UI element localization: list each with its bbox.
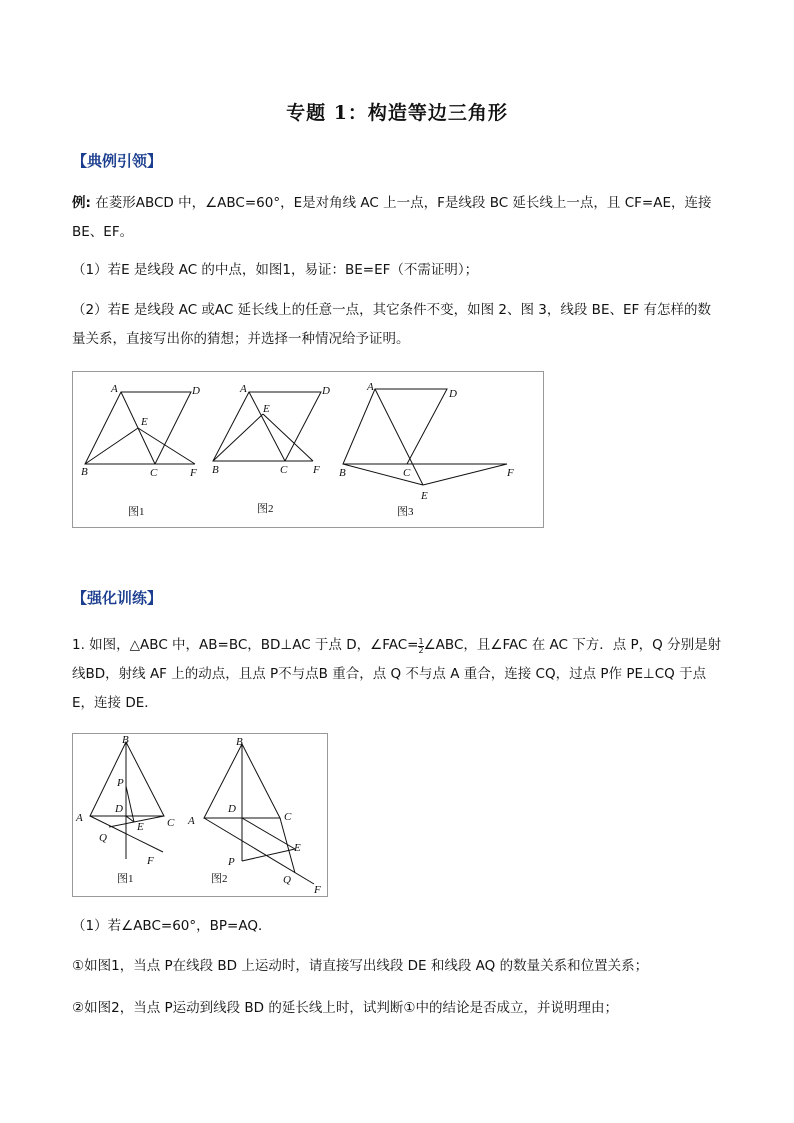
t1-label-a: A: [76, 812, 83, 824]
fig3-rhombus: [343, 389, 447, 464]
fig3-diagonal-extended: [375, 389, 423, 485]
fraction-numerator: 1: [418, 637, 424, 646]
fig2-label-d: D: [322, 385, 330, 397]
fig2-label-b: B: [212, 464, 219, 476]
t2-segment-pe: [242, 849, 295, 861]
fig2-label-c: C: [280, 464, 288, 476]
fig1-caption: 图1: [128, 506, 145, 518]
fig2-caption: 图2: [257, 503, 274, 515]
fig3-label-a: A: [367, 381, 374, 393]
section-heading-examples: 【典例引领】: [72, 152, 163, 170]
t2-label-c: C: [284, 811, 292, 823]
subquestion-2: ①如图1，当点 P在线段 BD 上运动时，请直接写出线段 DE 和线段 AQ 的数量关系和位置关系；: [72, 958, 649, 974]
fig1-label-a: A: [111, 383, 118, 395]
fraction-denominator: 2: [418, 646, 424, 655]
page-title: 专题 1：构造等边三角形: [286, 102, 508, 124]
fig3-label-f: F: [507, 467, 514, 479]
question-1: （1）若E 是线段 AC 的中点，如图1，易证：BE=EF（不需证明）；: [72, 262, 479, 278]
example-text: 在菱形ABCD 中，∠ABC=60°，E是对角线 AC 上一点，F是线段 BC 延长线上一点，且 CF=AE，连接 BE、EF。: [72, 195, 712, 240]
t1-label-p: P: [117, 777, 124, 789]
section-heading-training: 【强化训练】: [72, 589, 163, 607]
fig3-segment-ef: [423, 464, 507, 485]
question-2: （2）若E 是线段 AC 或AC 延长线上的任意一点，其它条件不变，如图 2、图 3，线段 BE、EF 有怎样的数量关系，直接写出你的猜想；并选择一种情况给予证明。: [72, 302, 712, 347]
t1-label-e: E: [137, 821, 144, 833]
fig1-label-e: E: [141, 416, 148, 428]
fig1-label-d: D: [192, 385, 200, 397]
subquestion-3: ②如图2，当点 P运动到线段 BD 的延长线上时，试判断①中的结论是否成立，并说明理由；: [72, 1000, 618, 1016]
t2-label-p: P: [228, 856, 235, 868]
fig2-label-e: E: [263, 403, 270, 415]
fig2-label-a: A: [240, 383, 247, 395]
t1-label-q: Q: [99, 832, 107, 844]
problem1-text-a: 1. 如图，△ABC 中，AB=BC，BD⊥AC 于点 D，∠FAC=: [72, 637, 419, 653]
figure-group-example: [72, 371, 544, 528]
problem1-text-b: ∠ABC，且∠FAC 在 AC 下方．点 P，Q 分别是射线BD，射线 AF 上的动点，且点 P不与点B 重合，点 Q 不与点 A 重合，连接 CQ，过点 P作 PE⊥CQ 于点E，连接 DE．: [72, 637, 722, 711]
t1-caption: 图1: [117, 873, 134, 885]
t1-label-d: D: [115, 803, 123, 815]
t1-label-b: B: [122, 734, 129, 746]
example-problem: [72, 189, 724, 247]
t1-label-f: F: [147, 855, 154, 867]
t2-label-a: A: [188, 815, 195, 827]
t1-label-c: C: [167, 817, 175, 829]
fig3-label-c: C: [403, 467, 411, 479]
training-problem-1: [72, 631, 724, 718]
fig3-segment-be: [343, 464, 423, 485]
t2-label-b: B: [236, 736, 243, 748]
subquestion-1: （1）若∠ABC=60°，BP=AQ．: [72, 918, 272, 934]
t2-label-f: F: [314, 884, 321, 896]
t1-triangle-abc: [90, 742, 164, 816]
example-figures-svg: [73, 372, 543, 527]
fig2-segment-be: [213, 414, 263, 461]
training-figures-svg: [73, 734, 327, 896]
t2-label-d: D: [228, 803, 236, 815]
fig3-label-d: D: [449, 388, 457, 400]
fig3-caption: 图3: [397, 506, 414, 518]
fig3-label-e: E: [421, 490, 428, 502]
fig3-label-b: B: [339, 467, 346, 479]
fig1-label-f: F: [190, 467, 197, 479]
fig2-label-f: F: [313, 464, 320, 476]
t2-caption: 图2: [211, 873, 228, 885]
figure-group-training: [72, 733, 328, 897]
t2-label-q: Q: [283, 874, 291, 886]
fig1-segment-be: [85, 428, 138, 464]
fig1-label-c: C: [150, 467, 158, 479]
fig1-label-b: B: [81, 466, 88, 478]
example-label: 例:: [72, 195, 91, 211]
t2-label-e: E: [294, 842, 301, 854]
